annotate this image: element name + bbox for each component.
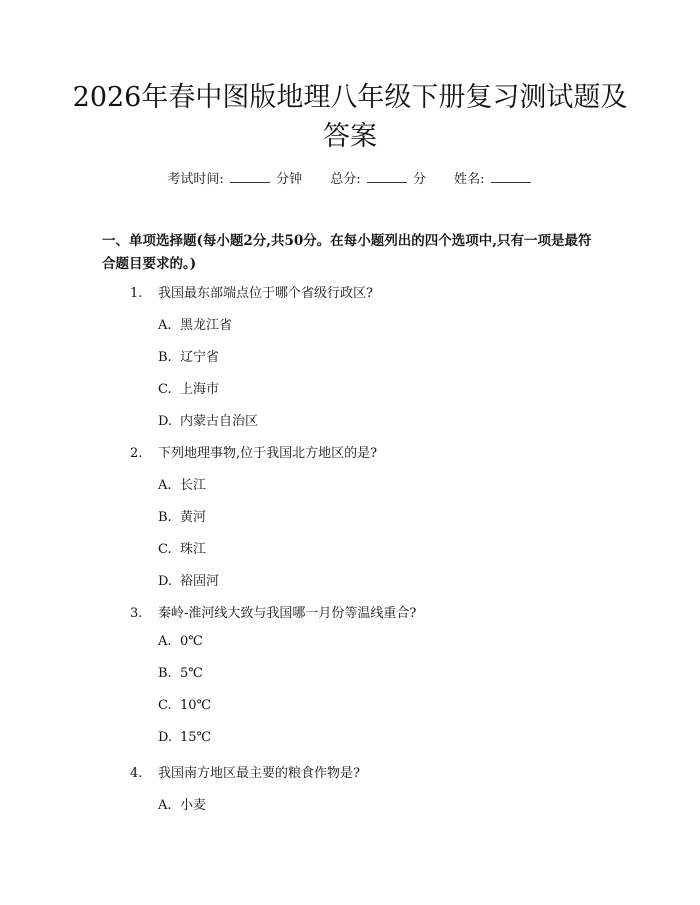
question-1 — [130, 282, 373, 301]
option-letter: A. — [158, 318, 172, 333]
section-heading: 一、单项选择题(每小题2分,共50分。在每小题列出的四个选项中,只有一项是最符合题目要求的。) — [102, 233, 592, 272]
option-letter: D. — [158, 574, 173, 589]
option-letter: A. — [158, 798, 172, 813]
student-name-blank — [491, 170, 531, 183]
question-number: 3. — [130, 606, 143, 621]
exam-time-unit: 分钟 — [276, 172, 303, 187]
option-text: 黄河 — [180, 510, 207, 525]
option-item — [158, 538, 206, 557]
option-text: 辽宁省 — [180, 350, 220, 365]
option-text: 10℃ — [180, 698, 212, 713]
total-score-field — [330, 172, 430, 187]
option-text: 珠江 — [180, 542, 207, 557]
option-text: 裕固河 — [180, 574, 220, 589]
option-letter: C. — [158, 382, 172, 397]
exam-meta — [0, 168, 700, 187]
student-name-label: 姓名: — [454, 172, 485, 187]
question-number: 4. — [130, 766, 143, 781]
question-text: 我国最东部端点位于哪个省级行政区? — [158, 286, 373, 301]
option-letter: C. — [158, 542, 172, 557]
option-text: 内蒙古自治区 — [180, 414, 259, 429]
option-item — [158, 570, 219, 589]
document-title: 2026年春中图版地理八年级下册复习测试题及答案 — [72, 82, 628, 152]
option-item — [158, 378, 219, 397]
option-item — [158, 346, 219, 365]
total-score-label: 总分: — [330, 172, 361, 187]
option-text: 5℃ — [180, 666, 203, 681]
option-item — [158, 634, 203, 649]
total-score-unit: 分 — [412, 172, 426, 187]
question-3 — [130, 602, 416, 621]
option-letter: A. — [158, 478, 172, 493]
option-item — [158, 410, 258, 429]
student-name-field — [454, 172, 533, 187]
option-letter: C. — [158, 698, 172, 713]
option-letter: A. — [158, 634, 172, 649]
question-text: 下列地理事物,位于我国北方地区的是? — [158, 446, 378, 461]
question-text: 我国南方地区最主要的粮食作物是? — [158, 766, 360, 781]
option-text: 黑龙江省 — [180, 318, 233, 333]
option-letter: B. — [158, 666, 172, 681]
option-letter: D. — [158, 414, 173, 429]
option-item — [158, 666, 203, 681]
question-number: 1. — [130, 286, 143, 301]
option-text: 0℃ — [180, 634, 203, 649]
option-item — [158, 794, 206, 813]
option-text: 上海市 — [180, 382, 220, 397]
option-item — [158, 698, 211, 713]
option-text: 长江 — [180, 478, 207, 493]
question-2 — [130, 442, 377, 461]
option-item — [158, 730, 211, 745]
exam-time-blank — [230, 170, 270, 183]
option-text: 小麦 — [180, 798, 207, 813]
question-number: 2. — [130, 446, 143, 461]
option-text: 15℃ — [180, 730, 212, 745]
question-text: 秦岭-淮河线大致与我国哪一月份等温线重合? — [158, 606, 417, 621]
question-4 — [130, 762, 360, 781]
option-letter: B. — [158, 510, 172, 525]
option-item — [158, 314, 232, 333]
option-letter: B. — [158, 350, 172, 365]
option-letter: D. — [158, 730, 173, 745]
exam-time-field — [167, 172, 306, 187]
exam-time-label: 考试时间: — [167, 172, 224, 187]
option-item — [158, 506, 206, 525]
total-score-blank — [367, 170, 407, 183]
option-item — [158, 474, 206, 493]
